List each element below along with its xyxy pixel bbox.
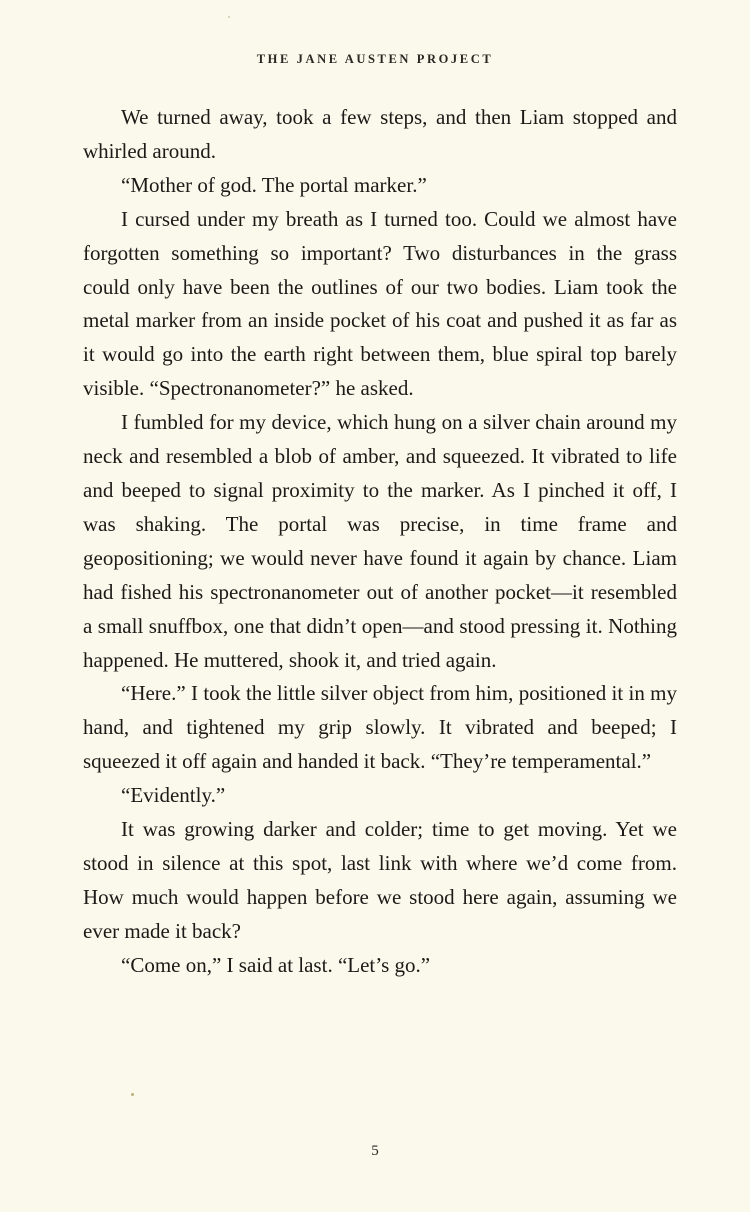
paper-speck: [131, 1093, 134, 1096]
paragraph: “Come on,” I said at last. “Let’s go.”: [121, 952, 431, 977]
paragraph: “Mother of god. The portal marker.”: [121, 172, 427, 197]
paper-speck: [228, 16, 230, 18]
body-text: [83, 101, 677, 983]
paragraph: I cursed under my breath as I turned too. Could we almost have forgotten something so important? Two disturbances in the grass could only have been the outlines of our two bodies. Liam took the metal marker from an inside pocket of his coat and pushed it as far as it would go into the earth right between them, blue spiral top barely visible. “Spectronanometer?” he asked.: [83, 206, 677, 401]
running-head: THE JANE AUSTEN PROJECT: [256, 52, 494, 66]
paragraph: “Evidently.”: [121, 783, 226, 808]
page-number: 5: [371, 1143, 379, 1159]
paragraph: We turned away, took a few steps, and then Liam stopped and whirled around.: [83, 105, 677, 163]
paragraph: “Here.” I took the little silver object from him, positioned it in my hand, and tightened my grip slowly. It vibrated and beeped; I squeezed it off again and handed it back. “They’re temperamental.”: [83, 681, 677, 774]
paragraph: It was growing darker and colder; time to get moving. Yet we stood in silence at this spot, last link with where we’d come from. How much would happen before we stood here again, assuming we ever made it back?: [83, 817, 677, 943]
paragraph: I fumbled for my device, which hung on a silver chain around my neck and resembled a blob of amber, and squeezed. It vibrated to life and beeped to signal proximity to the marker. As I pinched it off, I was shaking. The portal was precise, in time frame and geopositioning; we would never have found it again by chance. Liam had fished his spectronanometer out of another pocket—it resembled a small snuffbox, one that didn’t open—and stood pressing it. Nothing happened. He muttered, shook it, and tried again.: [83, 410, 677, 672]
